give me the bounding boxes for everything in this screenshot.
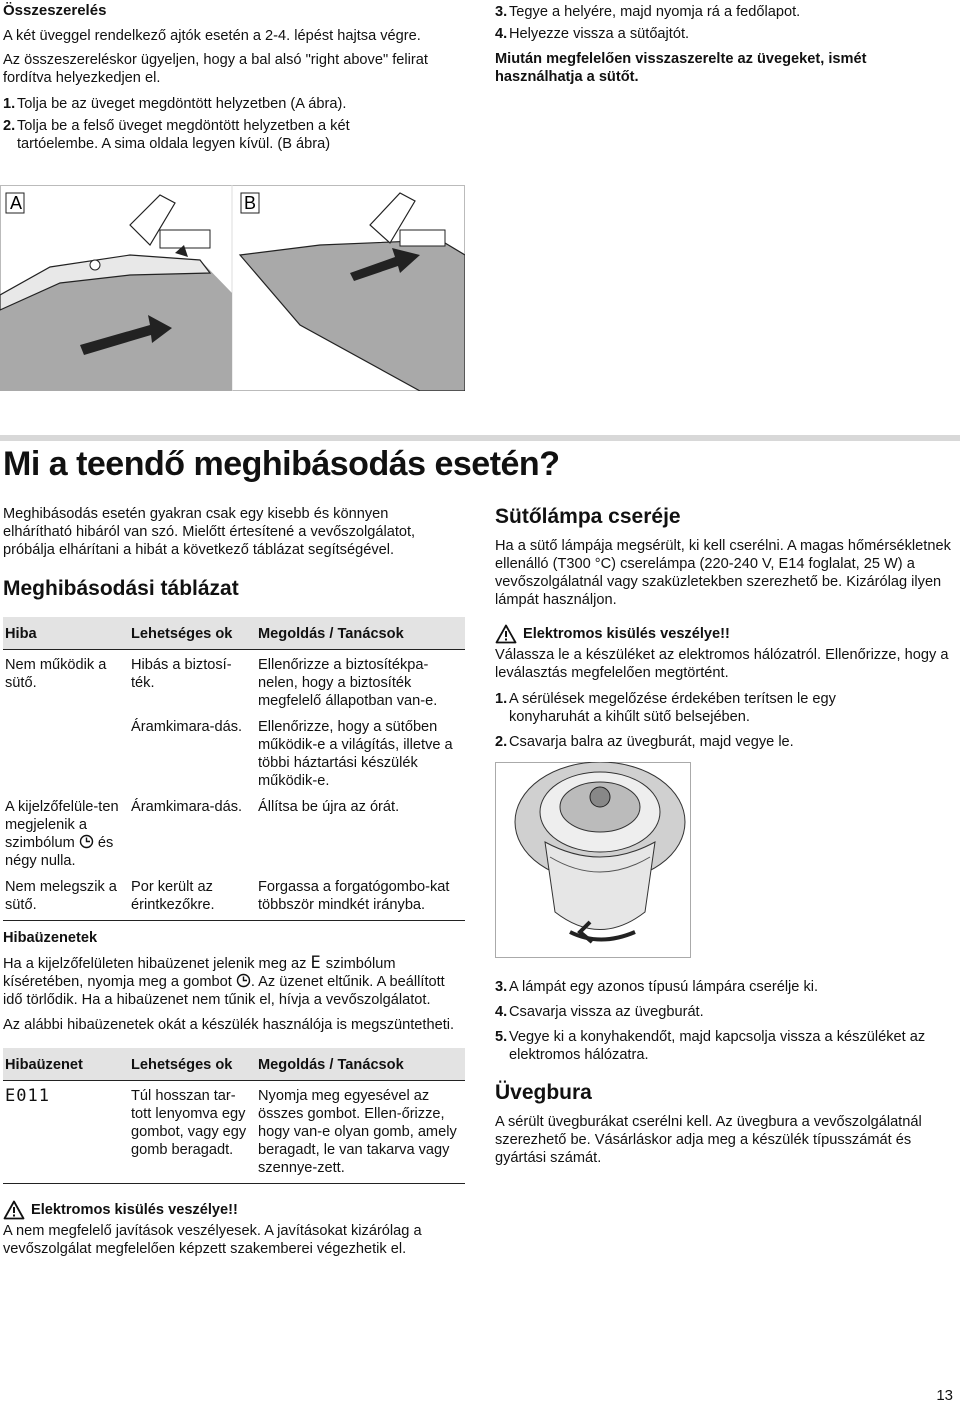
error-code: E011: [3, 1081, 129, 1184]
assembly-step-1: 1. Tolja be az üveget megdöntött helyzetben (A ábra).: [3, 96, 347, 112]
table-row: A kijelzőfelüle-ten megjelenik a szimbólum és négy nulla. Áramkimara-dás. Állítsa be újra az órát.: [5, 799, 400, 869]
table-row: E011 Túl hosszan tar-tott lenyomva egy gombot, vagy egy gomb beragadt. Nyomja meg egyesével az összes gombot. Ellen-őrizze, hogy van-e olyan gomb, amely beragadt, le van takarva vagy szennye-zett.: [3, 1081, 465, 1184]
errors-title: Hibaüzenetek: [3, 930, 98, 946]
page-number: 13: [936, 1387, 953, 1404]
error-symbol: E: [310, 953, 322, 973]
error-table: [3, 1048, 465, 1184]
clock-icon: [236, 973, 251, 988]
warning-heading-right: Elektromos kisülés veszélye!!: [495, 624, 957, 644]
lamp-cover-figure: [495, 762, 691, 958]
lamp-step-5: 5. Vegye ki a konyhakendőt, majd kapcsolja vissza a készüléket az elektromos hálózatra.: [495, 1029, 926, 1063]
lamp-title: Sütőlámpa cseréje: [495, 505, 681, 528]
glass-insertion-figure: [0, 185, 465, 391]
fault-table-header: Hiba Lehetséges ok Megoldás / Tanácsok: [3, 617, 465, 650]
lamp-steps-continued: [495, 978, 957, 1167]
warning-icon: [495, 624, 517, 644]
figure-a-label: A: [10, 193, 23, 213]
lamp-step-4: 4. Csavarja vissza az üvegburát.: [495, 1004, 704, 1020]
lamp-intro: Ha a sütő lámpája megsérült, ki kell cserélni. A magas hőmérsékletnek ellenálló (T300 °C) cserelámpa (220-240 V, E14 foglalat, 25 W) a vevőszolgálatnál vagy szaküzletekben szerezhető be. Kizárólag ilyen lámpát használjon.: [495, 538, 951, 608]
lamp-step-3: 3. A lámpát egy azonos típusú lámpára cserélje ki.: [495, 979, 819, 995]
assembly-note: Miután megfelelően visszaszerelte az üvegeket, ismét használhatja a sütőt.: [495, 51, 867, 85]
errors-paragraph-2: Az alábbi hibaüzenetek okát a készülék használója is megszüntetheti.: [3, 1017, 455, 1033]
page-title: Mi a teendő meghibásodás esetén?: [3, 445, 560, 483]
glass-cover-title: Üvegbura: [495, 1081, 592, 1104]
clock-icon: [79, 834, 94, 849]
assembly-step-4: 4. Helyezze vissza a sütőajtót.: [495, 26, 690, 42]
assembly-title: Összeszerelés: [3, 2, 107, 19]
lamp-step-2: 2. Csavarja balra az üvegburát, majd vegye le.: [495, 734, 794, 750]
glass-cover-text: A sérült üvegburákat cserélni kell. Az üvegbura a vevőszolgálatnál szerezhető be. Vásárláskor adja meg a készülék típusszámát és gyártási számát.: [495, 1114, 922, 1166]
assembly-continued: [495, 0, 957, 86]
error-table-header: Hibaüzenet Lehetséges ok Megoldás / Tanácsok: [3, 1048, 465, 1081]
warning-icon: [3, 1200, 25, 1220]
warning-heading-left: Elektromos kisülés veszélye!!: [3, 1200, 465, 1220]
warning-text-right: Válassza le a készüléket az elektromos hálózatról. Ellenőrizze, hogy a leválasztás megfelelően megtörtént.: [495, 647, 949, 681]
section-divider: [0, 435, 960, 441]
troubleshooting-intro: Meghibásodás esetén gyakran csak egy kisebb és könnyen elhárítható hibáról van szó. Mielőtt értesítené a vevőszolgálatot, próbálja elhárítani a hibát a következő táblázat segítségével.: [3, 506, 416, 558]
errors-paragraph: Ha a kijelzőfelületen hibaüzenet jelenik meg az E szimbólum kíséretében, nyomja meg a gombot . Az üzenet eltűnik. A beállított idő törlődik. Ha a hibaüzenet nem tűnik el, hívja a vevőszolgálatot.: [3, 953, 445, 1008]
warning-text-left: A nem megfelelő javítások veszélyesek. A javításokat kizárólag a vevőszolgálat megfelelően képzett szakemberei végezhetik el.: [3, 1223, 422, 1257]
assembly-p1: A két üveggel rendelkező ajtók esetén a 2-4. lépést hajtsa végre.: [3, 28, 421, 44]
assembly-step-3: 3. Tegye a helyére, majd nyomja rá a fedőlapot.: [495, 4, 801, 20]
troubleshooting-column: [3, 505, 465, 1258]
fault-table-title: Meghibásodási táblázat: [3, 577, 239, 600]
table-row: Nem működik a sütő. Hibás a biztosí-ték. Ellenőrizze a biztosítékpa-nelen, hogy a biztosíték megfelelő állapotban van-e.: [5, 657, 438, 709]
table-row: Áramkimara-dás. Ellenőrizze, hogy a sütőben működik-e a világítás, illetve a többi háztartási készülék működik-e.: [131, 719, 453, 789]
assembly-section: [3, 0, 465, 153]
figure-b-label: B: [244, 193, 257, 213]
lamp-step-1: 1. A sérülések megelőzése érdekében terítsen le egy konyharuhát a kihűlt sütő belsejében.: [495, 691, 836, 725]
lamp-column: [495, 504, 957, 751]
assembly-step-2: 2. Tolja be a felső üveget megdöntött helyzetben a két tartóelembe. A sima oldala legyen kívül. (B ábra): [3, 118, 350, 152]
table-row: Nem melegszik a sütő. Por került az érintkezőkre. Forgassa a forgatógombo-kat többször mindkét irányba.: [3, 876, 465, 921]
fault-table: [3, 617, 465, 921]
assembly-p2: Az összeszereléskor ügyeljen, hogy a bal alsó "right above" felirat fordítva helyezkedjen el.: [3, 52, 428, 86]
